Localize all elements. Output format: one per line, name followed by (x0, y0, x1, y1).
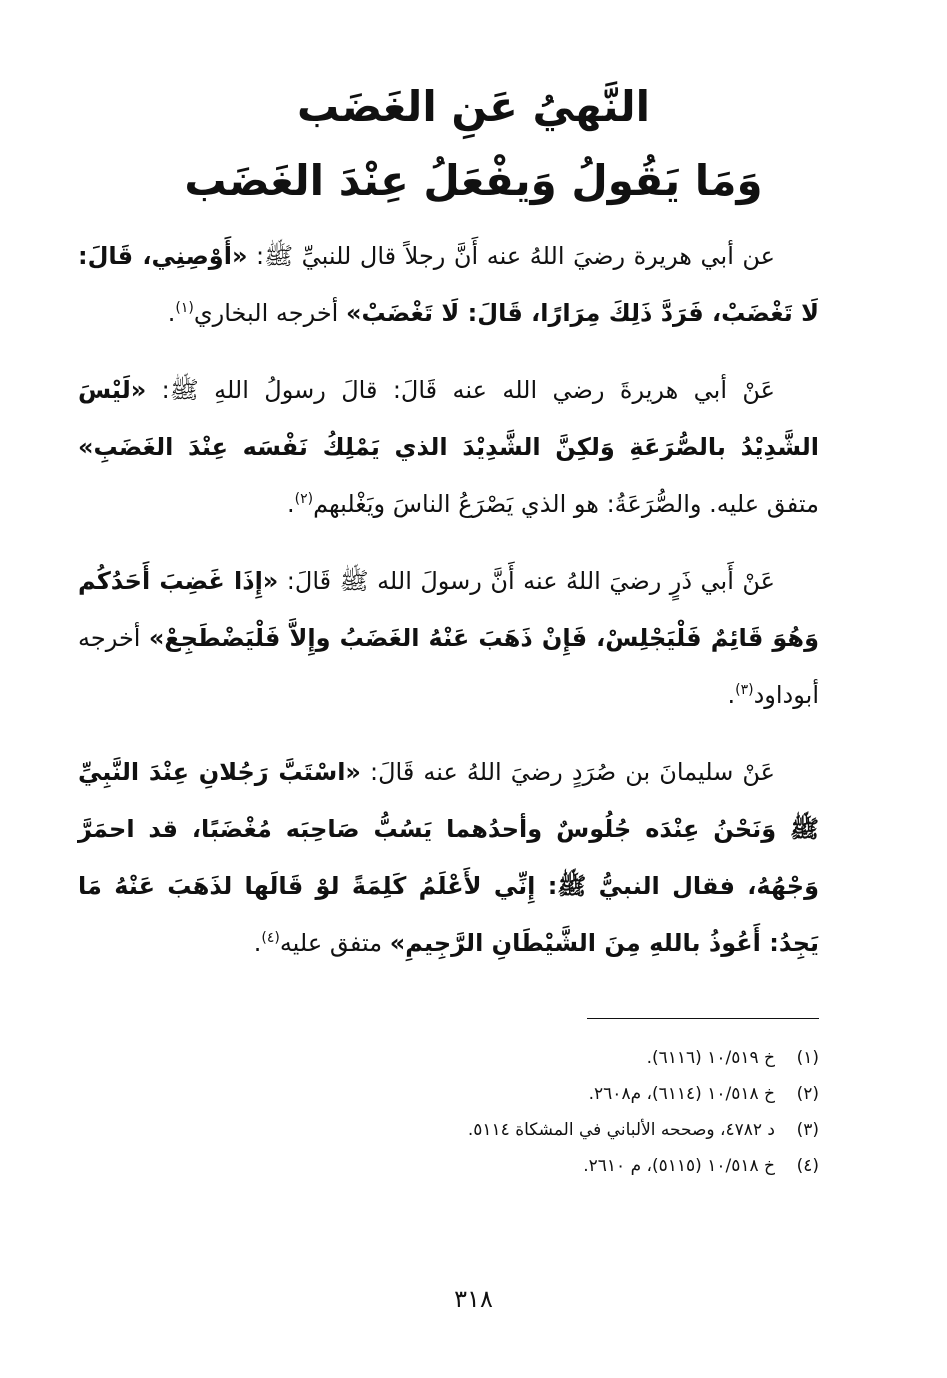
paragraph-end: . (286, 490, 295, 518)
paragraph-4 (78, 744, 819, 972)
title-line-1: النَّهيُ عَنِ الغَضَب (297, 82, 650, 131)
footnote-item (120, 1076, 819, 1112)
footnote-number: (٤) (796, 1156, 819, 1176)
hadith-quote: «لَيْسَ الشَّدِيْدُ بالصُّرَعَةِ وَلكِنَّ الشَّدِيْدَ الذي يَمْلِكُ نَفْسَه عِنْدَ الغَضَبِ» (78, 376, 819, 461)
page-number: ٣١٨ (454, 1285, 493, 1313)
footnote-text: خ ١٠/٥١٨ (٦١١٤)، م٢٦٠٨. (588, 1084, 775, 1104)
hadith-quote: «اسْتَبَّ رَجُلانِ عِنْدَ النَّبِيِّ ﷺ وَنَحْنُ عِنْدَه جُلُوسٌ وأحدُهما يَسُبُّ صَاحِبَه مُغْضَبًا، قد احمَرَّ وَجْهُهُ، فقال النبيُّ ﷺ: إِنِّي لأَعْلَمُ كَلِمَةً لوْ قَالَها لذَهَبَ عَنْهُ مَا يَجِدُ: أَعُوذُ باللهِ مِنَ الشَّيْطَانِ الرَّجِيمِ» (78, 758, 819, 957)
paragraph-intro: عَنْ أَبي ذَرٍ رضيَ اللهُ عنه أَنَّ رسولَ الله ﷺ قَالَ: (278, 567, 775, 595)
paragraph-source: أخرجه أبوداود (78, 624, 819, 709)
footnotes (120, 1040, 819, 1184)
body-text (78, 228, 819, 992)
paragraph-source: متفق عليه. والصُّرَعَةُ: هو الذي يَصْرَعُ الناسَ ويَغْلبهم (313, 490, 819, 518)
footnote-text: د ٤٧٨٢، وصححه الألباني في المشكاة ٥١١٤. (467, 1120, 775, 1140)
footnote-text: خ ١٠/٥١٩ (٦١١٦). (646, 1048, 775, 1068)
paragraph-source: متفق عليه (279, 929, 390, 957)
hadith-quote: «إِذَا غَضِبَ أَحَدُكُم وَهُوَ قَائِمٌ فَلْيَجْلِسْ، فَإِنْ ذَهَبَ عَنْهُ الغَضَبُ وإِلاَّ فَلْيَضْطَجِعْ» (78, 567, 819, 652)
footnote-ref: (١) (175, 300, 194, 316)
paragraph-intro: عن أبي هريرة رضيَ اللهُ عنه أَنَّ رجلاً قال للنبيِّ ﷺ: (247, 242, 775, 270)
paragraph-3 (78, 553, 819, 724)
chapter-title (60, 70, 887, 218)
footnote-ref: (٤) (261, 930, 280, 946)
footnote-ref: (٣) (735, 682, 754, 698)
footnote-divider (587, 1018, 819, 1019)
footnote-item (120, 1148, 819, 1184)
footnote-item (120, 1112, 819, 1148)
hadith-quote: «أَوْصِنِي، قَالَ: لَا تَغْضَبْ، فَرَدَّ ذَلِكَ مِرَارًا، قَالَ: لَا تَغْضَبْ» (78, 242, 819, 327)
paragraph-intro: عَنْ أبي هريرةَ رضي الله عنه قَالَ: قالَ رسولُ اللهِ ﷺ: (146, 376, 775, 404)
paragraph-end: . (253, 929, 262, 957)
footnote-number: (٣) (796, 1120, 819, 1140)
footnote-number: (٢) (796, 1084, 819, 1104)
paragraph-end: . (727, 681, 736, 709)
paragraph-intro: عَنْ سليمانَ بن صُرَدٍ رضيَ اللهُ عنه قَالَ: (360, 758, 775, 786)
footnote-ref: (٢) (294, 491, 314, 507)
paragraph-source: أخرجه البخاري (193, 299, 346, 327)
title-line-2: وَمَا يَقُولُ وَيفْعَلُ عِنْدَ الغَضَب (184, 156, 763, 205)
footnote-number: (١) (796, 1048, 819, 1068)
paragraph-1 (78, 228, 819, 342)
footnote-item (120, 1040, 819, 1076)
footnote-text: خ ١٠/٥١٨ (٥١١٥)، م ٢٦١٠. (583, 1156, 775, 1176)
paragraph-end: . (167, 299, 176, 327)
paragraph-2 (78, 362, 819, 533)
